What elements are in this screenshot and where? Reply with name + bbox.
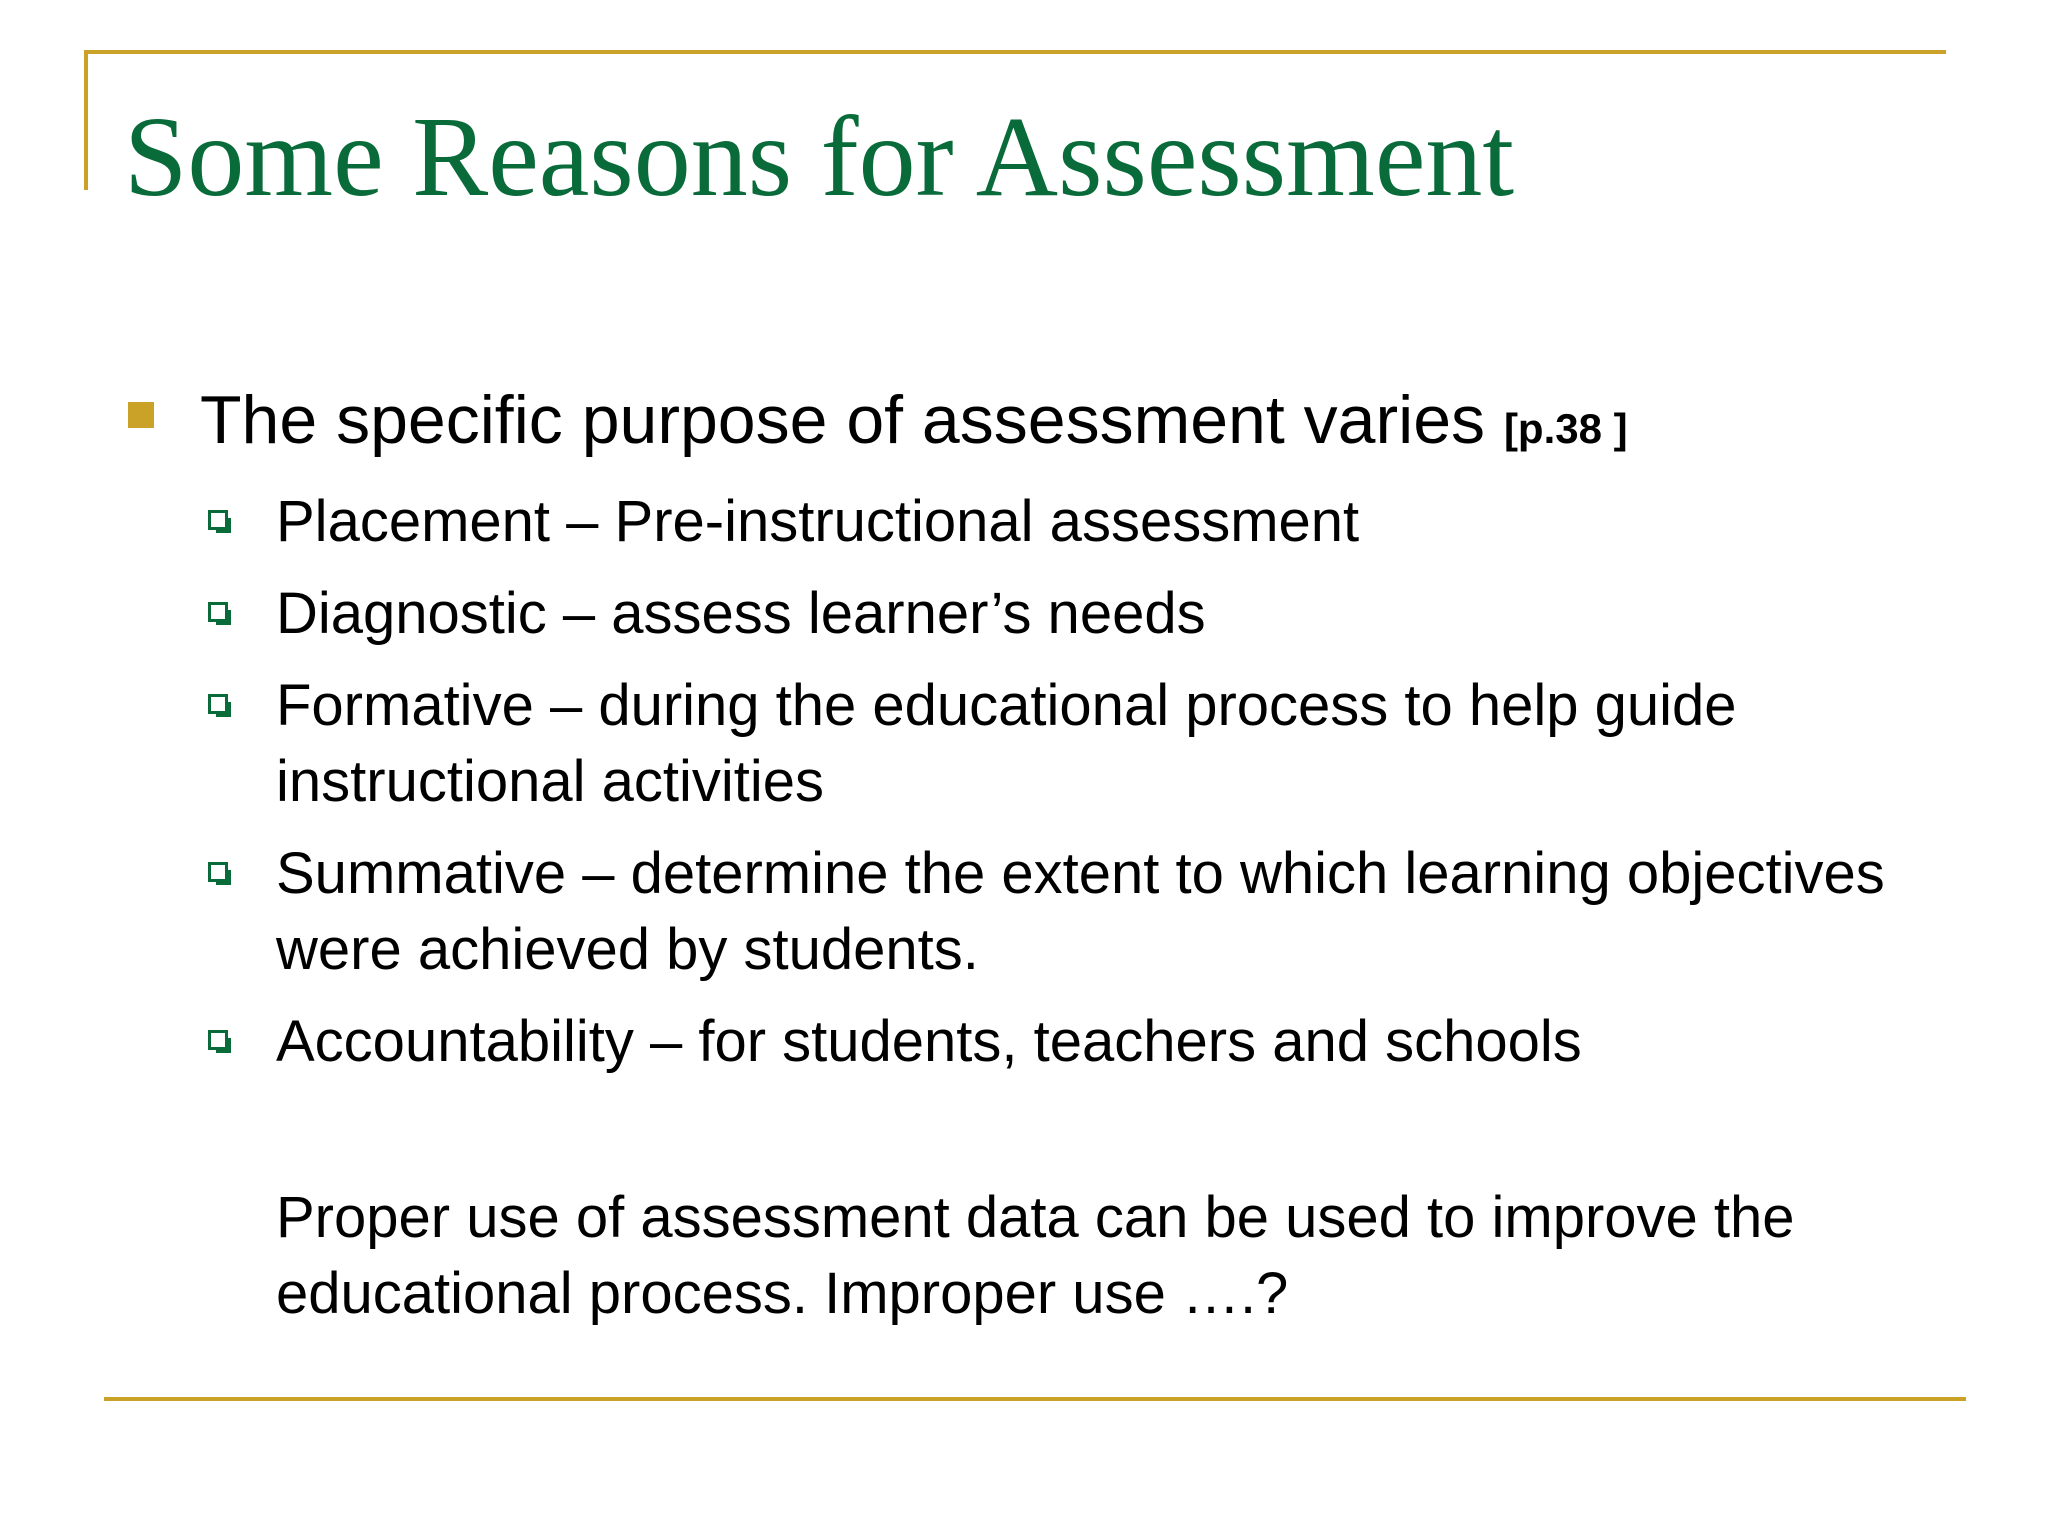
square-bullet-icon: [128, 402, 154, 428]
bottom-rule: [104, 1397, 1966, 1401]
box-bullet-icon: [208, 1030, 228, 1050]
list-item-text: Placement – Pre-instructional assessment: [276, 489, 1360, 554]
list-item: [200, 668, 1960, 820]
closing-statement: Proper use of assessment data can be used to improve the educational process. Improper use ….?: [276, 1185, 1795, 1326]
box-bullet-icon: [208, 694, 228, 714]
sub-point-list: [200, 484, 1960, 1096]
list-item: [200, 836, 1960, 988]
list-item: [200, 484, 1960, 560]
left-rule: [84, 50, 88, 190]
list-item: [200, 576, 1960, 652]
main-point-text: The specific purpose of assessment varies: [200, 382, 1486, 458]
list-item: [200, 1004, 1960, 1080]
list-item-text: Formative – during the educational process to help guide instructional activities: [276, 673, 1737, 814]
box-bullet-icon: [208, 862, 228, 882]
page-reference: [p.38 ]: [1503, 405, 1628, 452]
slide-title: Some Reasons for Assessment: [124, 93, 1515, 220]
list-item-text: Accountability – for students, teachers and schools: [276, 1009, 1582, 1074]
top-rule: [84, 50, 1946, 54]
list-item-text: Diagnostic – assess learner’s needs: [276, 581, 1206, 646]
main-point: [200, 380, 1628, 469]
list-item-text: Summative – determine the extent to which learning objectives were achieved by students.: [276, 841, 1885, 982]
box-bullet-icon: [208, 510, 228, 530]
box-bullet-icon: [208, 602, 228, 622]
